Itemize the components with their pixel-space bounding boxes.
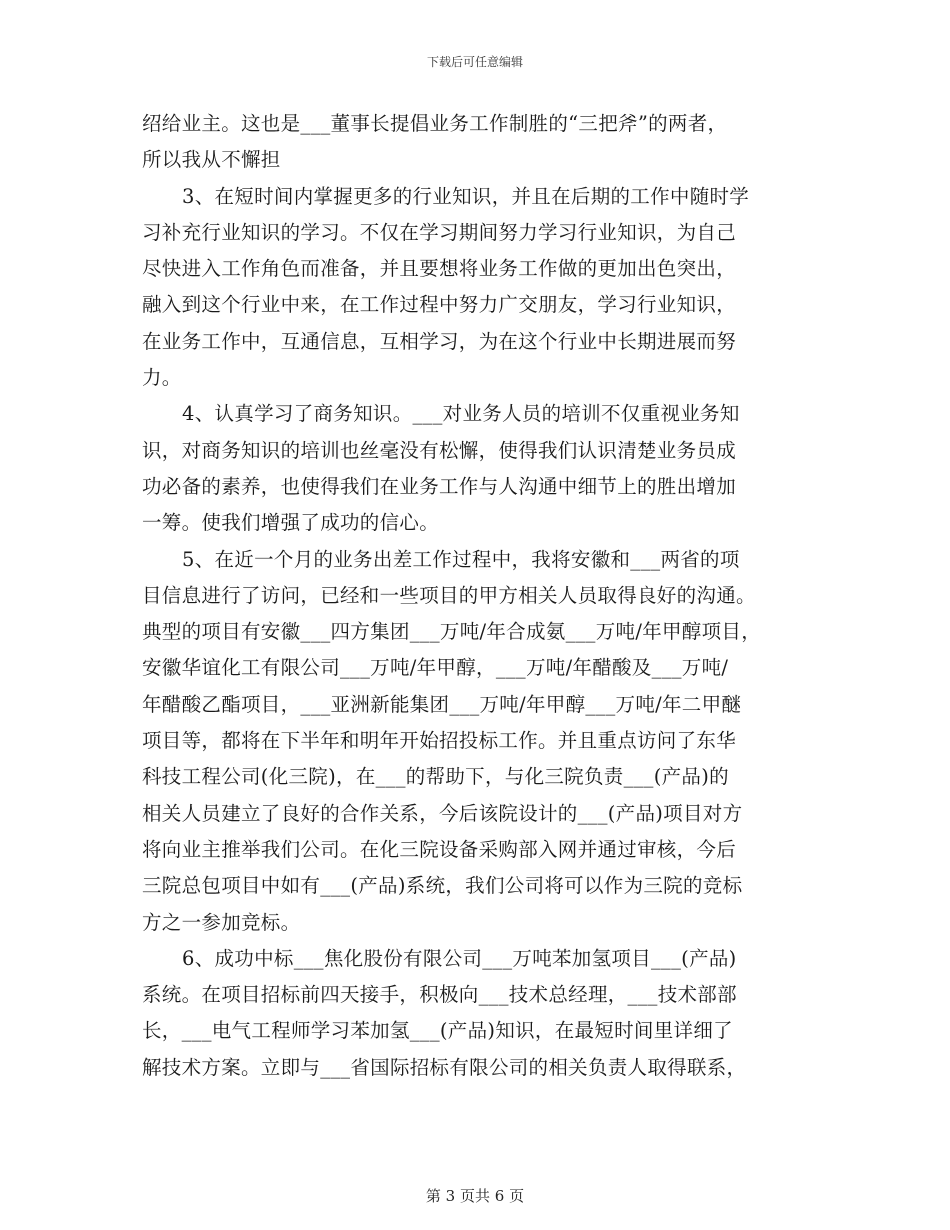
paragraph-6-start: 6、成功中标___焦化股份有限公司___万吨苯加氢项目___(产品) — [182, 946, 737, 970]
text-line: 目信息进行了访问，已经和一些项目的甲方相关人员取得良好的沟通。 — [142, 583, 756, 607]
text-line: 安徽华谊化工有限公司___万吨/年甲醇，___万吨/年醋酸及___万吨/ — [142, 656, 729, 680]
document-body — [142, 106, 822, 1086]
text-line: 项目等，都将在下半年和明年开始招投标工作。并且重点访问了东华 — [142, 729, 737, 753]
text-line: 科技工程公司(化三院)，在___的帮助下，与化三院负责___(产品)的 — [142, 765, 729, 789]
text-line: 将向业主推举我们公司。在化三院设备采购部入网并通过审核，今后 — [142, 837, 737, 861]
text-line: 尽快进入工作角色而准备，并且要想将业务工作做的更加出色突出， — [142, 257, 737, 281]
paragraph-5-start: 5、在近一个月的业务出差工作过程中，我将安徽和___两省的项 — [182, 547, 740, 571]
page-header: 下载后可任意编辑 — [426, 55, 523, 69]
text-line: 功必备的素养，也使得我们在业务工作与人沟通中细节上的胜出增加 — [142, 474, 737, 498]
text-line: 相关人员建立了良好的合作关系，今后该院设计的___(产品)项目对方 — [142, 801, 743, 825]
text-line: 所以我从不懈担 — [142, 148, 281, 172]
paragraph-4-start: 4、认真学习了商务知识。___对业务人员的培训不仅重视业务知 — [182, 402, 740, 426]
text-line: 一筹。使我们增强了成功的信心。 — [142, 511, 440, 535]
text-line: 习补充行业知识的学习。不仅在学习期间努力学习行业知识，为自己 — [142, 220, 737, 244]
text-line: 系统。在项目招标前四天接手，积极向___技术总经理，___技术部部 — [142, 983, 737, 1007]
text-line: 解技术方案。立即与___省国际招标有限公司的相关负责人取得联系， — [142, 1055, 747, 1079]
paragraph-3-start: 3、在短时间内掌握更多的行业知识，并且在后期的工作中随时学 — [182, 184, 750, 208]
text-line: 绍给业主。这也是___董事长提倡业务工作制胜的“三把斧”的两者， — [142, 112, 728, 135]
text-line: 年醋酸乙酯项目，___亚洲新能集团___万吨/年甲醇___万吨/年二甲醚 — [142, 692, 742, 716]
text-line: 方之一参加竞标。 — [142, 910, 301, 934]
text-line: 三院总包项目中如有___(产品)系统，我们公司将可以作为三院的竞标 — [142, 874, 743, 898]
text-line: 识，对商务知识的培训也丝毫没有松懈，使得我们认识清楚业务员成 — [142, 438, 737, 462]
text-line: 力。 — [142, 366, 182, 390]
text-line: 典型的项目有安徽___四方集团___万吨/年合成氨___万吨/年甲醇项目， — [142, 620, 761, 644]
text-line: 长，___电气工程师学习苯加氢___(产品)知识，在最短时间里详细了 — [142, 1019, 733, 1043]
page-footer: 第 3 页共 6 页 — [425, 1187, 525, 1205]
text-line: 融入到这个行业中来，在工作过程中努力广交朋友，学习行业知识， — [142, 293, 737, 317]
text-line: 在业务工作中，互通信息，互相学习，为在这个行业中长期进展而努 — [142, 329, 737, 353]
